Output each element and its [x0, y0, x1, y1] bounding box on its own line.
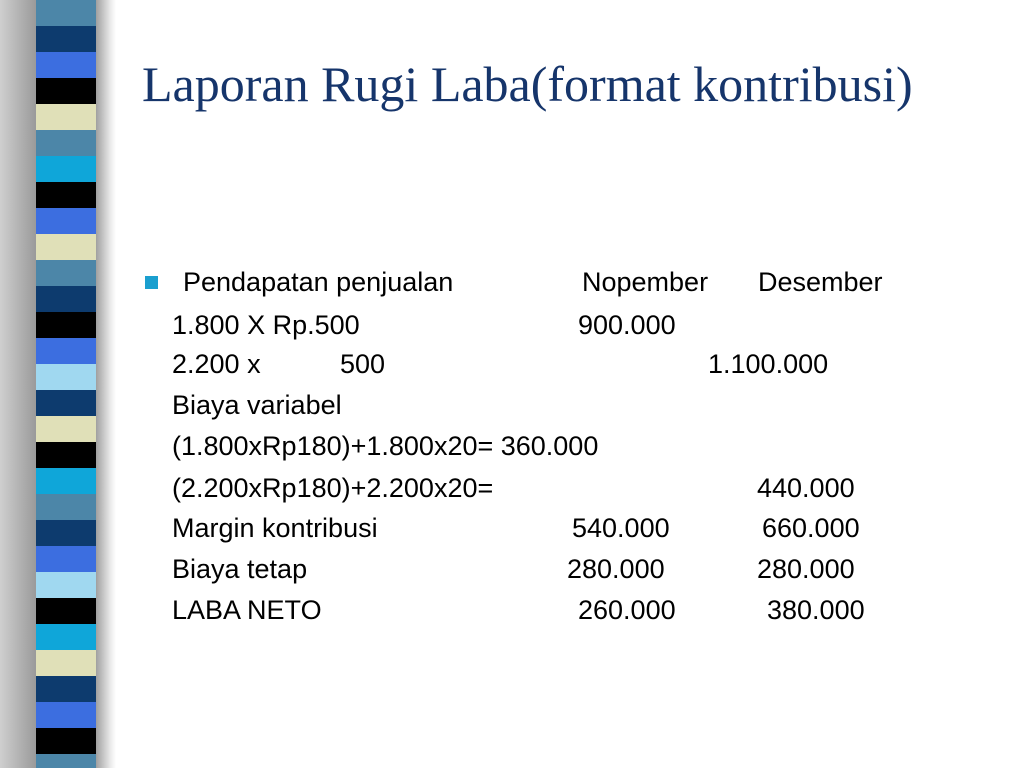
variable-costs-dec-value: 440.000 [757, 473, 855, 503]
stripe-block [36, 0, 96, 26]
stripe-block [36, 728, 96, 754]
stripe-block [36, 442, 96, 468]
contribution-margin-nov: 540.000 [572, 513, 670, 543]
stripe-block [36, 312, 96, 338]
net-profit-label: LABA NETO [172, 595, 322, 625]
contribution-margin-label: Margin kontribusi [172, 513, 378, 543]
stripe-block [36, 208, 96, 234]
stripe-block [36, 234, 96, 260]
stripe-block [36, 52, 96, 78]
sales-dec-value: 1.100.000 [708, 349, 829, 379]
fixed-costs-nov: 280.000 [567, 554, 665, 584]
sales-dec-qty: 500 [340, 349, 386, 379]
stripe-block [36, 286, 96, 312]
stripe-shadow [96, 0, 116, 768]
stripe-block [36, 546, 96, 572]
stripe-block [36, 676, 96, 702]
variable-costs-label: Biaya variabel [172, 390, 342, 420]
stripe-block [36, 26, 96, 52]
variable-costs-nov-line: (1.800xRp180)+1.800x20= 360.000 [172, 431, 599, 461]
stripe-blocks [36, 0, 96, 768]
column-header-desember: Desember [758, 267, 883, 297]
stripe-block [36, 104, 96, 130]
column-header-nopember: Nopember [582, 267, 709, 297]
stripe-block [36, 130, 96, 156]
square-bullet-icon [145, 276, 158, 289]
stripe-block [36, 702, 96, 728]
contribution-margin-dec: 660.000 [762, 513, 860, 543]
stripe-block [36, 598, 96, 624]
stripe-block [36, 754, 96, 768]
stripe-block [36, 468, 96, 494]
stripe-block [36, 494, 96, 520]
revenue-header-label: Pendapatan penjualan [183, 267, 454, 297]
net-profit-nov: 260.000 [578, 595, 676, 625]
decorative-stripe-bar [0, 0, 116, 768]
stripe-block [36, 78, 96, 104]
stripe-block [36, 390, 96, 416]
stripe-block [36, 364, 96, 390]
sales-dec-label: 2.200 x [172, 349, 261, 379]
stripe-block [36, 520, 96, 546]
stripe-block [36, 182, 96, 208]
variable-costs-dec-label: (2.200xRp180)+2.200x20= [172, 473, 494, 503]
net-profit-dec: 380.000 [767, 595, 865, 625]
stripe-block [36, 156, 96, 182]
stripe-block [36, 416, 96, 442]
sales-nov-value: 900.000 [578, 310, 676, 340]
sales-nov-label: 1.800 X Rp.500 [172, 310, 360, 340]
stripe-grey-edge [0, 0, 36, 768]
stripe-block [36, 260, 96, 286]
fixed-costs-dec: 280.000 [757, 554, 855, 584]
stripe-block [36, 338, 96, 364]
stripe-block [36, 572, 96, 598]
stripe-block [36, 650, 96, 676]
stripe-block [36, 624, 96, 650]
slide-title: Laporan Rugi Laba(format kontribusi) [142, 56, 913, 112]
fixed-costs-label: Biaya tetap [172, 554, 308, 584]
